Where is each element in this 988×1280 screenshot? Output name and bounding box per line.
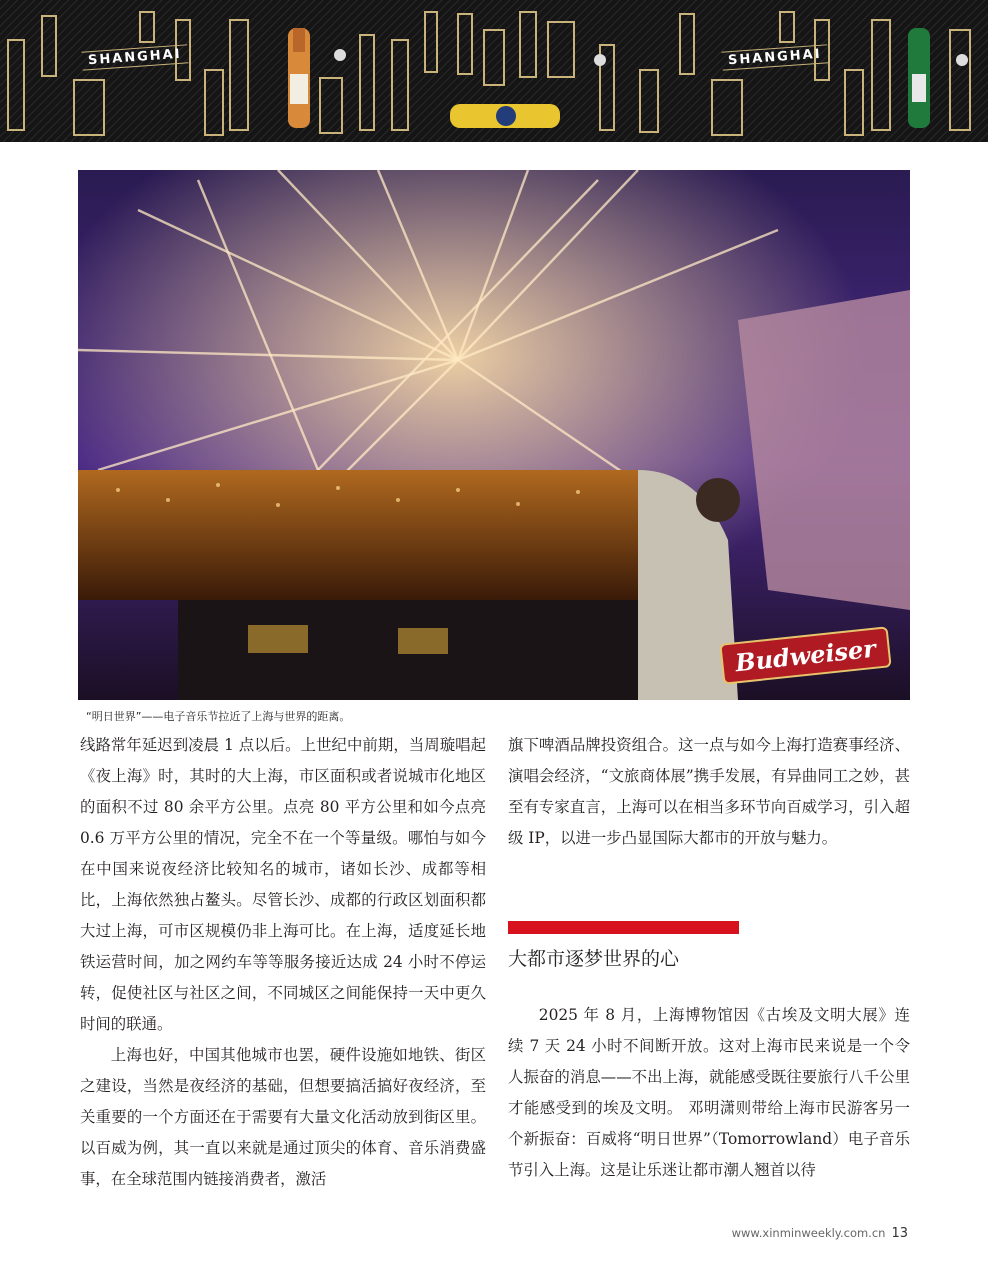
header-banner — [0, 0, 988, 142]
page-footer — [732, 1226, 908, 1241]
concert-photo — [78, 170, 910, 700]
article-left-column — [80, 730, 486, 1195]
photo-caption: “明日世界”——电子音乐节拉近了上海与世界的距离。 — [86, 710, 351, 723]
section-divider-bar — [508, 921, 739, 934]
article-right-column — [508, 730, 910, 854]
paragraph: 线路常年延迟到凌晨 1 点以后。上世纪中前期，当周璇唱起《夜上海》时，其时的大上海，市区面积或者说城市化地区的面积不过 80 余平方公里。点亮 80 平方公里和如今点亮0.6 万平方公里的情况，完全不在一个等量级。哪怕与如今在中国来说夜经济比较知名的城市，诸如长沙、成都等相比，上海依然独占鳌头。尽管长沙、成都的行政区划面积都大过上海，可市区规模仍非上海可比。在上海，适度延长地铁运营时间，加之网约车等等服务接近达成 24 小时不停运转，促使社区与社区之间，不同城区之间能保持一天中更久时间的联通。 — [80, 736, 486, 1033]
skyline-illustration — [0, 0, 988, 142]
paragraph: 旗下啤酒品牌投资组合。这一点与如今上海打造赛事经济、演唱会经济，“文旅商体展”携手发展，有异曲同工之妙，甚至有专家直言，上海可以在相当多环节向百威学习，引入超级 IP，以进一步凸显国际大都市的开放与魅力。 — [508, 736, 910, 847]
brand-tag-right: SHANGHAI — [721, 44, 828, 70]
section-title: 大都市逐梦世界的心 — [508, 948, 680, 970]
brand-tag-left: SHANGHAI — [81, 44, 188, 70]
footer-url: www.xinminweekly.com.cn — [731, 1226, 886, 1240]
paragraph: 2025 年 8 月，上海博物馆因《古埃及文明大展》连续 7 天 24 小时不间断开放。这对上海市民来说是一个令人振奋的消息——不出上海，就能感受既往要旅行八千公里才能感受到的埃及文明。 邓明潇则带给上海市民游客另一个新振奋：百威将“明日世界”（Tomorrowland）电子音乐节引入上海。这是让乐迷让都市潮人翘首以待 — [508, 1006, 910, 1179]
page-number: 13 — [891, 1226, 908, 1241]
paragraph: 上海也好，中国其他城市也罢，硬件设施如地铁、街区之建设，当然是夜经济的基础，但想要搞活搞好夜经济，至关重要的一个方面还在于需要有大量文化活动放到街区里。以百威为例，其一直以来就是通过顶尖的体育、音乐消费盛事，在全球范围内链接消费者，激活 — [80, 1046, 486, 1188]
budweiser-logo: Budweiser — [719, 626, 891, 684]
